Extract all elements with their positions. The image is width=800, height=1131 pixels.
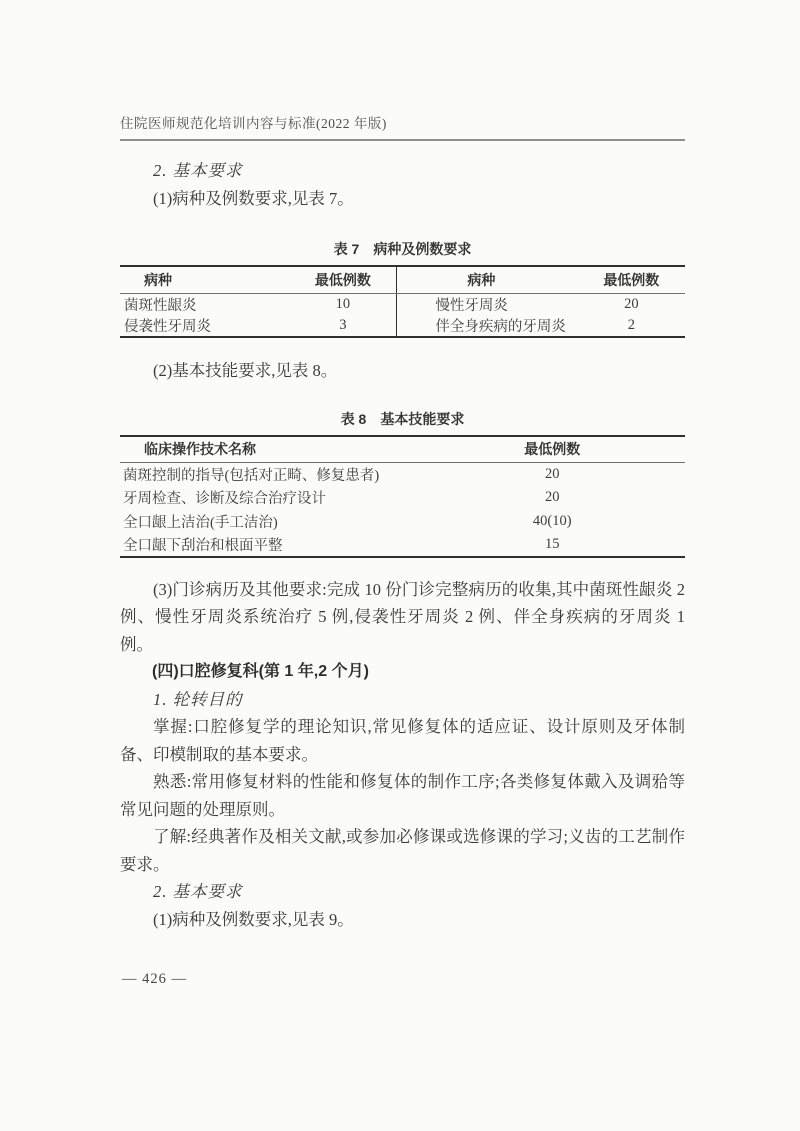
table8-cell-count: 20 — [544, 489, 560, 506]
table-row — [120, 315, 685, 337]
table7-cell-count: 20 — [624, 295, 639, 312]
para-understand: 了解:经典著作及相关文献,或参加必修课或选修课的学习;义齿的工艺制作要求。 — [120, 827, 685, 874]
table7-cell-count: 3 — [290, 315, 397, 337]
table8-cell-skill: 全口龈下刮治和根面平整 — [123, 537, 283, 554]
table7-col-min-left: 最低例数 — [290, 266, 397, 293]
table-row — [120, 486, 685, 510]
table8-col-skill-name: 临床操作技术名称 — [120, 436, 419, 463]
table-row — [120, 533, 685, 557]
spacer — [120, 558, 685, 576]
table8-cell-count: 20 — [544, 466, 560, 482]
table-row — [120, 463, 685, 487]
table8-cell-skill: 牙周检查、诊断及综合治疗设计 — [123, 491, 326, 508]
running-header — [120, 112, 685, 141]
para-master: 掌握:口腔修复学的理论知识,常见修复体的适应证、设计原则及牙体制备、印模制取的基本要求。 — [120, 717, 685, 764]
table-row — [120, 510, 685, 534]
spacer — [120, 338, 685, 357]
para-see-table7: (1)病种及例数要求,见表 7。 — [153, 188, 354, 208]
header-rule — [120, 139, 685, 141]
running-header-title: 住院医师规范化培训内容与标准(2022 年版) — [120, 116, 387, 131]
para-familiar: 熟悉:常用修复材料的性能和修复体的制作工序;各类修复体戴入及调𬌗等常见问题的处理原则。 — [120, 772, 685, 819]
table8-cell-count: 40(10) — [532, 512, 572, 529]
table8-caption: 表 8 基本技能要求 — [340, 410, 465, 427]
heading-section-4-prosthodontics: (四)口腔修复科(第 1 年,2 个月) — [152, 663, 369, 680]
para-see-table9: (1)病种及例数要求,见表 9。 — [153, 909, 354, 929]
table7-header-row — [120, 266, 685, 293]
para-see-table8: (2)基本技能要求,见表 8。 — [153, 361, 338, 380]
table7-cell-disease: 侵袭性牙周炎 — [124, 319, 211, 335]
table7-cell-disease: 慢性牙周炎 — [435, 297, 508, 314]
para-outpatient-records: (3)门诊病历及其他要求:完成 10 份门诊完整病历的收集,其中菌斑性龈炎 2 例、慢性牙周炎系统治疗 5 例,侵袭性牙周炎 2 例、伴全身疾病的牙周炎 1 例。 — [120, 579, 685, 654]
table8-cell-count: 15 — [544, 535, 560, 552]
table8-cell-skill: 菌斑控制的指导(包括对正畸、修复患者) — [123, 468, 380, 484]
table7-col-disease-right: 病种 — [397, 266, 578, 293]
table7-col-disease-left: 病种 — [120, 266, 290, 293]
page-content — [120, 157, 685, 933]
table7-cell-disease: 菌斑性龈炎 — [124, 297, 197, 314]
para-basic-requirements-1: 2. 基本要求 — [153, 161, 243, 180]
table7 — [120, 265, 685, 338]
table8-header-row — [120, 436, 685, 463]
table8-cell-skill: 全口龈上洁治(手工洁治) — [123, 514, 278, 531]
table8-col-min-count: 最低例数 — [419, 436, 685, 463]
table7-cell-disease: 伴全身疾病的牙周炎 — [435, 319, 566, 335]
para-basic-requirements-2: 2. 基本要求 — [153, 882, 243, 901]
table8 — [120, 435, 685, 558]
table7-caption: 表 7 病种及例数要求 — [333, 241, 472, 257]
table7-cell-count: 2 — [627, 317, 635, 333]
para-rotation-purpose: 1. 轮转目的 — [153, 689, 243, 709]
table7-col-min-right: 最低例数 — [578, 266, 685, 293]
table7-cell-count: 10 — [290, 293, 397, 315]
page-number: — 426 — — [122, 971, 187, 987]
table-row — [120, 293, 685, 315]
